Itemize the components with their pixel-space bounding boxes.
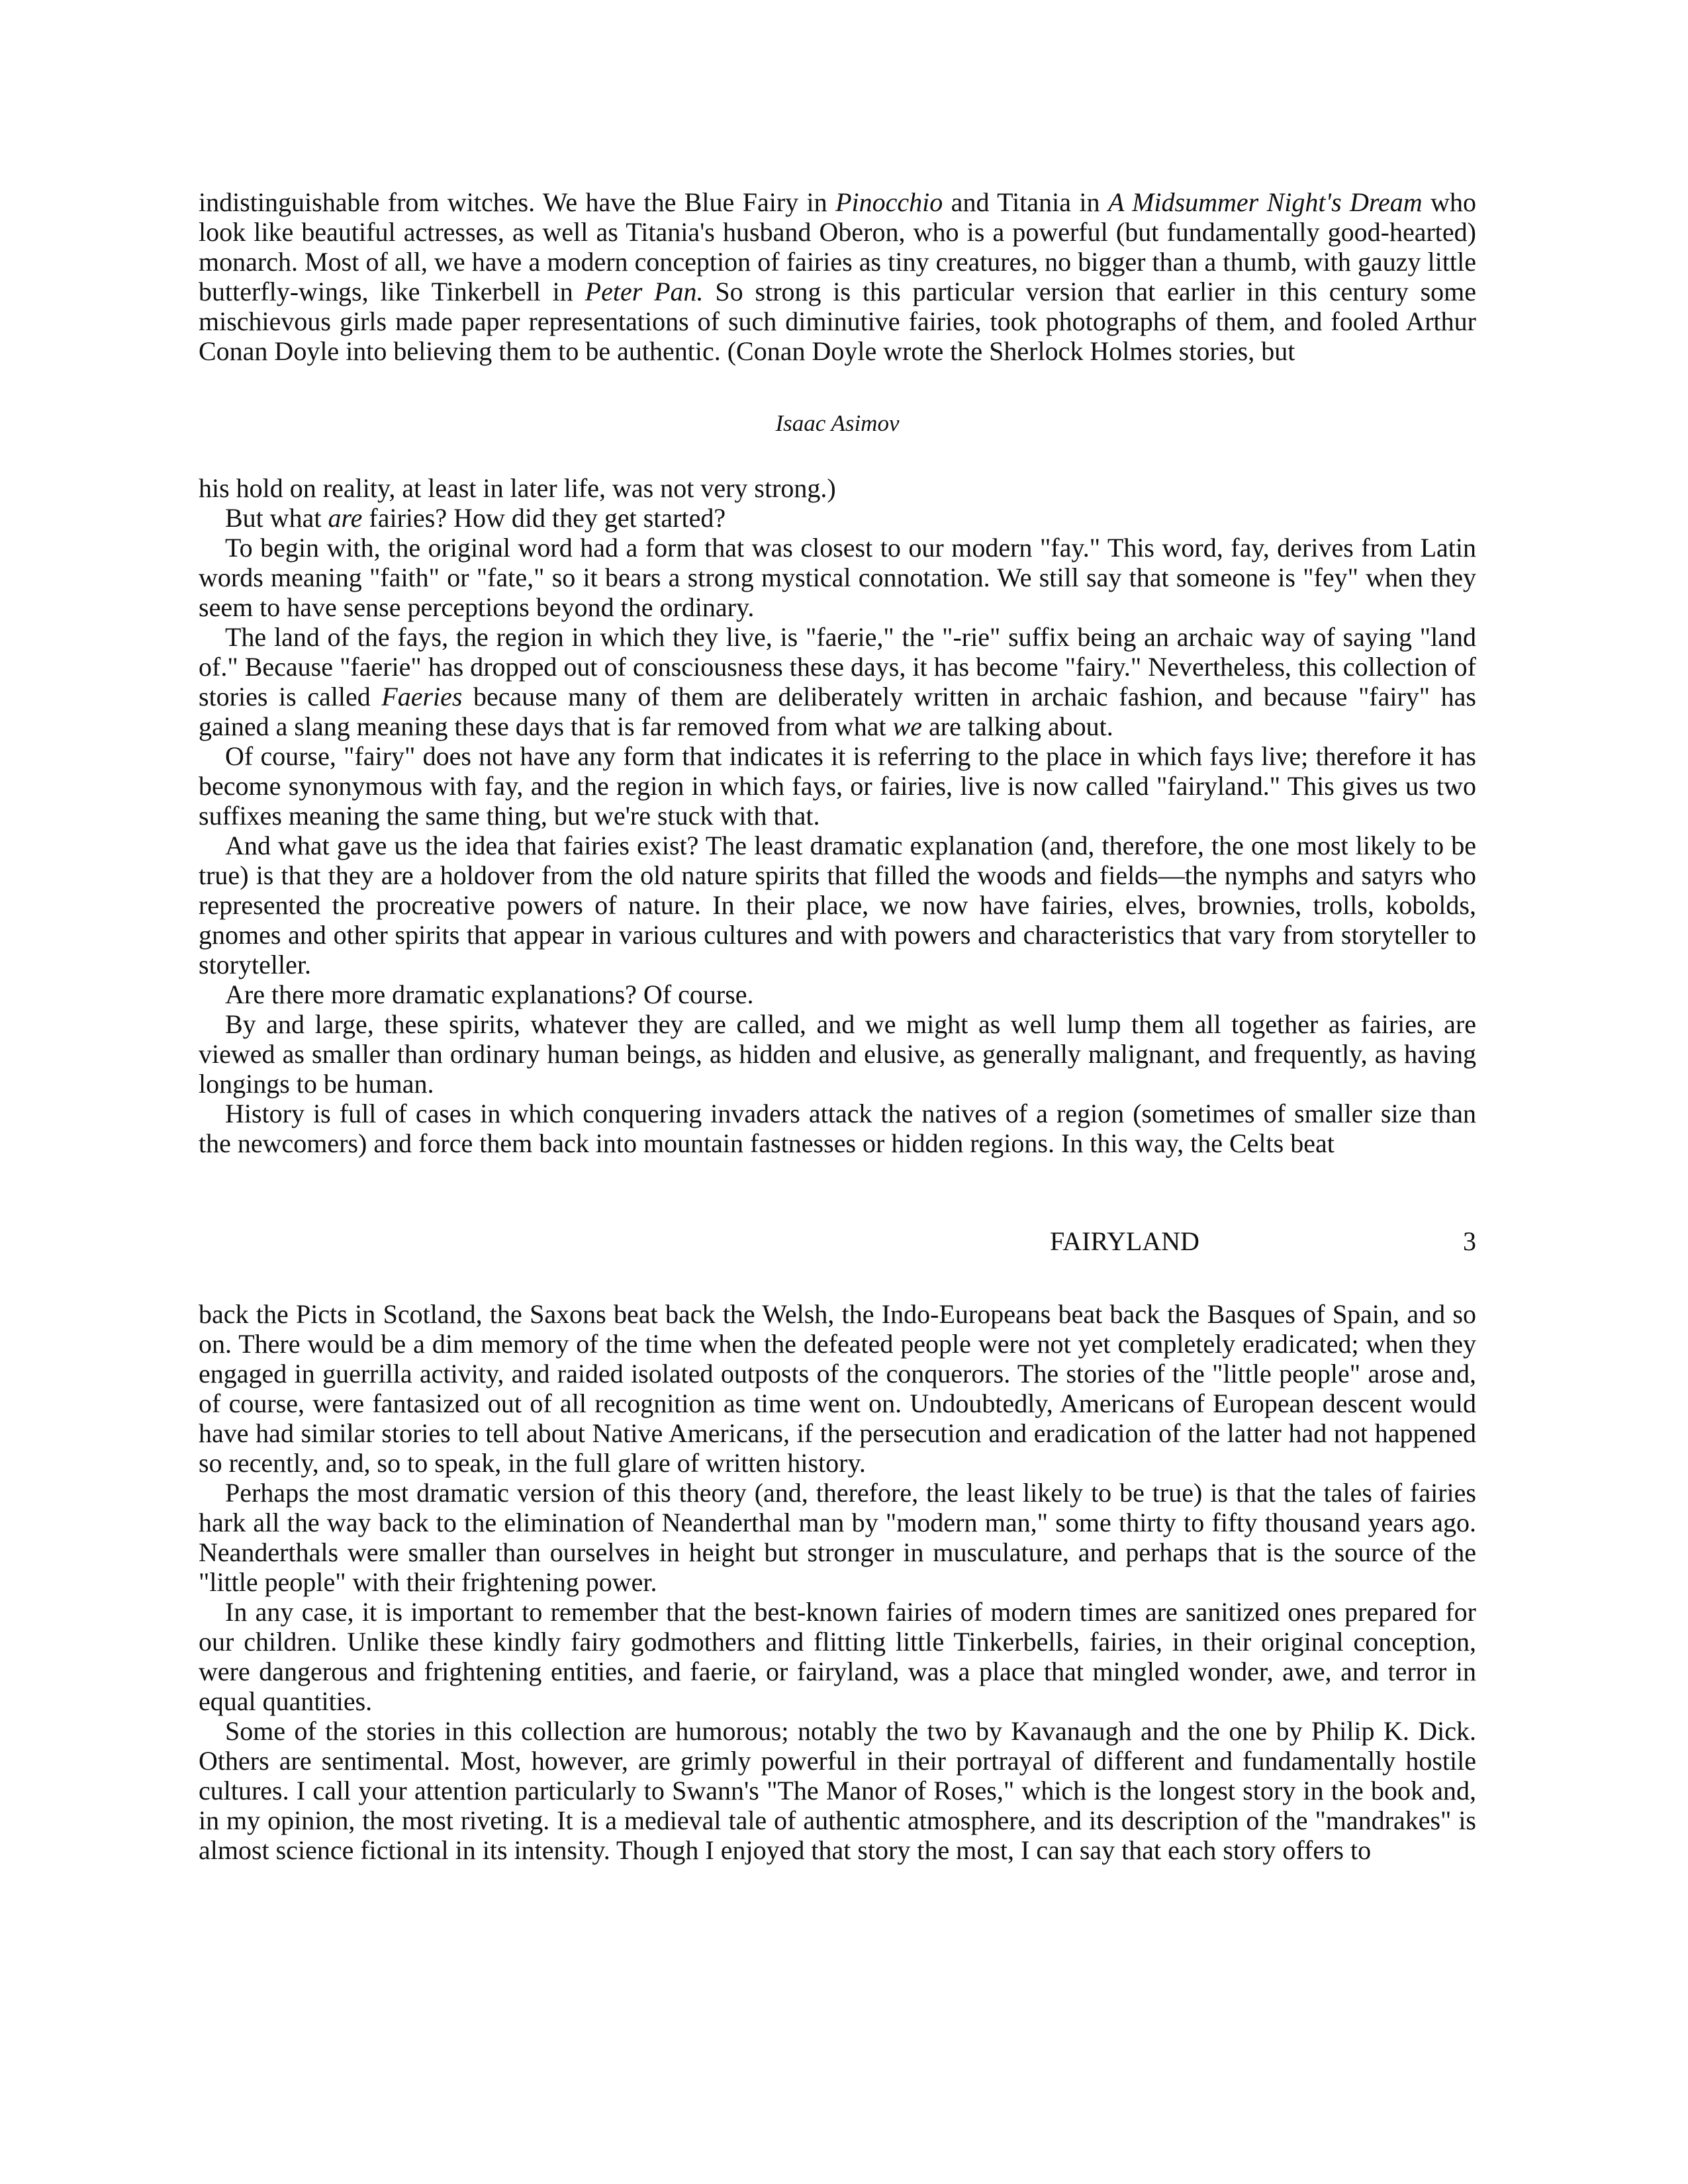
text-run: and Titania in xyxy=(943,187,1108,217)
running-header-author: Isaac Asimov xyxy=(775,410,900,436)
page-number: 3 xyxy=(1463,1226,1476,1256)
paragraph: By and large, these spirits, whatever they are called, and we might as well lump them all together as fairies, are viewed as smaller than ordinary human beings, as hidden and elusive, as generally malignant, and frequently, as having longings to be human. xyxy=(199,1009,1476,1099)
middle-text-block xyxy=(199,473,1476,1158)
paragraph: And what gave us the idea that fairies exist? The least dramatic explanation (and, therefore, the one most likely to be true) is that they are a holdover from the old nature spirits that filled the woods and fields—the nymphs and satyrs who represented the procreative powers of nature. In their place, we now have fairies, elves, brownies, trolls, kobolds, gnomes and other spirits that appear in various cultures and with powers and characteristics that vary from storyteller to storyteller. xyxy=(199,831,1476,979)
running-footer-title: FAIRYLAND xyxy=(1050,1226,1199,1256)
italic-title: Faeries xyxy=(381,682,463,711)
text-run: The land of the fays, the region in which they live, is "faerie," the "-rie" suffix being an archaic way of saying "land of." Because "faerie" has dropped out of consciousness these days, it has become "fairy." Nevertheless, this collection of stories is called xyxy=(199,622,1476,711)
text-run: because many of them are deliberately written in archaic fashion, and because "fairy" has gained a slang meaning these days that is far removed from what xyxy=(199,682,1476,741)
paragraph xyxy=(199,622,1476,741)
italic-word: we xyxy=(892,711,922,741)
text-run: But what xyxy=(225,503,328,533)
italic-title: Pinocchio xyxy=(835,187,943,217)
italic-word: are xyxy=(328,503,363,533)
paragraph: To begin with, the original word had a form that was closest to our modern "fay." This word, fay, derives from Latin words meaning "faith" or "fate," so it bears a strong mystical connotation. We still say that someone is "fey" when they seem to have sense perceptions beyond the ordinary. xyxy=(199,533,1476,622)
paragraph: Of course, "fairy" does not have any form that indicates it is referring to the place in which fays live; therefore it has become synonymous with fay, and the region in which fays, or fairies, live is now called "fairyland." This gives us two suffixes meaning the same thing, but we're stuck with that. xyxy=(199,741,1476,831)
bottom-text-block xyxy=(199,1299,1476,1865)
italic-title: A Midsummer Night's Dream xyxy=(1107,187,1423,217)
paragraph-continued xyxy=(199,187,1476,366)
text-run: fairies? How did they get started? xyxy=(362,503,726,533)
paragraph: In any case, it is important to remember that the best-known fairies of modern times are sanitized ones prepared for our children. Unlike these kindly fairy godmothers and flitting little Tinkerbells, fairies, in their original conception, were dangerous and frightening entities, and faerie, or fairyland, was a place that mingled wonder, awe, and terror in equal quantities. xyxy=(199,1597,1476,1716)
running-footer xyxy=(199,1226,1476,1259)
text-run: who look like beautiful actresses, as well as Titania's husband Oberon, who is a powerful (but fundamentally good-hearted) monarch. Most of all, we have a modern conception of fairies as tiny creatures, no bigger than a thumb, with gauzy little butterfly-wings, like Tinkerbell in xyxy=(199,187,1476,306)
paragraph: Are there more dramatic explanations? Of course. xyxy=(225,979,754,1009)
paragraph: History is full of cases in which conquering invaders attack the natives of a region (sometimes of smaller size than the newcomers) and force them back into mountain fastnesses or hidden regions. In this way, the Celts beat xyxy=(199,1099,1476,1158)
paragraph-continued: back the Picts in Scotland, the Saxons beat back the Welsh, the Indo-Europeans beat back the Basques of Spain, and so on. There would be a dim memory of the time when the defeated people were not yet completely eradicated; when they engaged in guerrilla activity, and raided isolated outposts of the conquerors. The stories of the "little people" arose and, of course, were fantasized out of all recognition as time went on. Undoubtedly, Americans of European descent would have had similar stories to tell about Native Americans, if the persecution and eradication of the latter had not happened so recently, and, so to speak, in the full glare of written history. xyxy=(199,1299,1476,1478)
paragraph: Perhaps the most dramatic version of this theory (and, therefore, the least likely to be true) is that the tales of fairies hark all the way back to the elimination of Neanderthal man by "modern man," some thirty to fifty thousand years ago. Neanderthals were smaller than ourselves in height but stronger in musculature, and perhaps that is the source of the "little people" with their frightening power. xyxy=(199,1478,1476,1597)
paragraph xyxy=(199,503,1476,533)
text-run: are talking about. xyxy=(922,711,1113,741)
paragraph: his hold on reality, at least in later life, was not very strong.) xyxy=(199,473,836,503)
text-run: So strong is this particular version that earlier in this century some mischievous girls made paper representations of such diminutive fairies, took photographs of them, and fooled Arthur Conan Doyle into believing them to be authentic. (Conan Doyle wrote the Sherlock Holmes stories, but xyxy=(199,277,1477,366)
top-text-block xyxy=(199,187,1476,366)
italic-title: Peter Pan. xyxy=(585,277,704,306)
paragraph: Some of the stories in this collection are humorous; notably the two by Kavanaugh and the one by Philip K. Dick. Others are sentimental. Most, however, are grimly powerful in their portrayal of different and fundamentally hostile cultures. I call your attention particularly to Swann's "The Manor of Roses," which is the longest story in the book and, in my opinion, the most riveting. It is a medieval tale of authentic atmosphere, and its description of the "mandrakes" is almost science fictional in its intensity. Though I enjoyed that story the most, I can say that each story offers to xyxy=(199,1716,1476,1865)
text-run: indistinguishable from witches. We have the Blue Fairy in xyxy=(199,187,836,217)
